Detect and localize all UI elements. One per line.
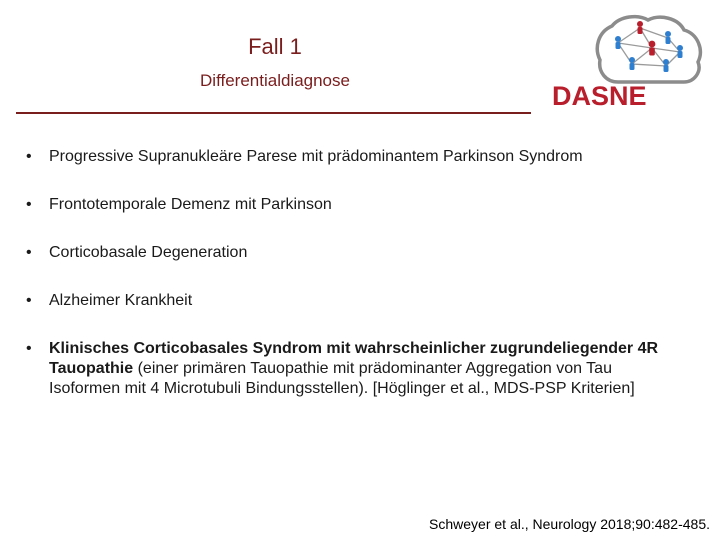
bullet-icon: • [26, 196, 32, 213]
bullet-text: Frontotemporale Demenz mit Parkinson [49, 196, 332, 213]
bullet-list [26, 147, 686, 399]
brain-network-icon [548, 8, 718, 110]
bullet-icon: • [26, 244, 32, 261]
title-divider [16, 112, 531, 114]
bullet-bold-text: Klinisches Corticobasales Syndrom mit wahrscheinlicher zugrundeliegender 4R Tauopathie [49, 340, 659, 377]
list-item [26, 291, 686, 311]
dasne-logo [548, 8, 718, 110]
list-item [26, 339, 686, 399]
list-item [26, 147, 686, 167]
bullet-text: Alzheimer Krankheit [49, 292, 193, 309]
slide-title: Fall 1 [248, 34, 302, 59]
list-item [26, 243, 686, 263]
bullet-icon: • [26, 340, 32, 357]
bullet-text: (einer primären Tauopathie mit prädominanter Aggregation von Tau Isoformen mit 4 Microtubuli Bindungsstellen). [Höglinger et al., MDS-PSP Kriterien] [49, 360, 635, 397]
slide-subtitle: Differentialdiagnose [200, 71, 350, 90]
logo-text: DASNE [552, 81, 647, 110]
list-item [26, 195, 686, 215]
citation: Schweyer et al., Neurology 2018;90:482-485. [429, 516, 710, 532]
bullet-text: Progressive Supranukleäre Parese mit prädominantem Parkinson Syndrom [49, 148, 583, 165]
bullet-icon: • [26, 292, 32, 309]
bullet-text: Corticobasale Degeneration [49, 244, 248, 261]
bullet-icon: • [26, 148, 32, 165]
